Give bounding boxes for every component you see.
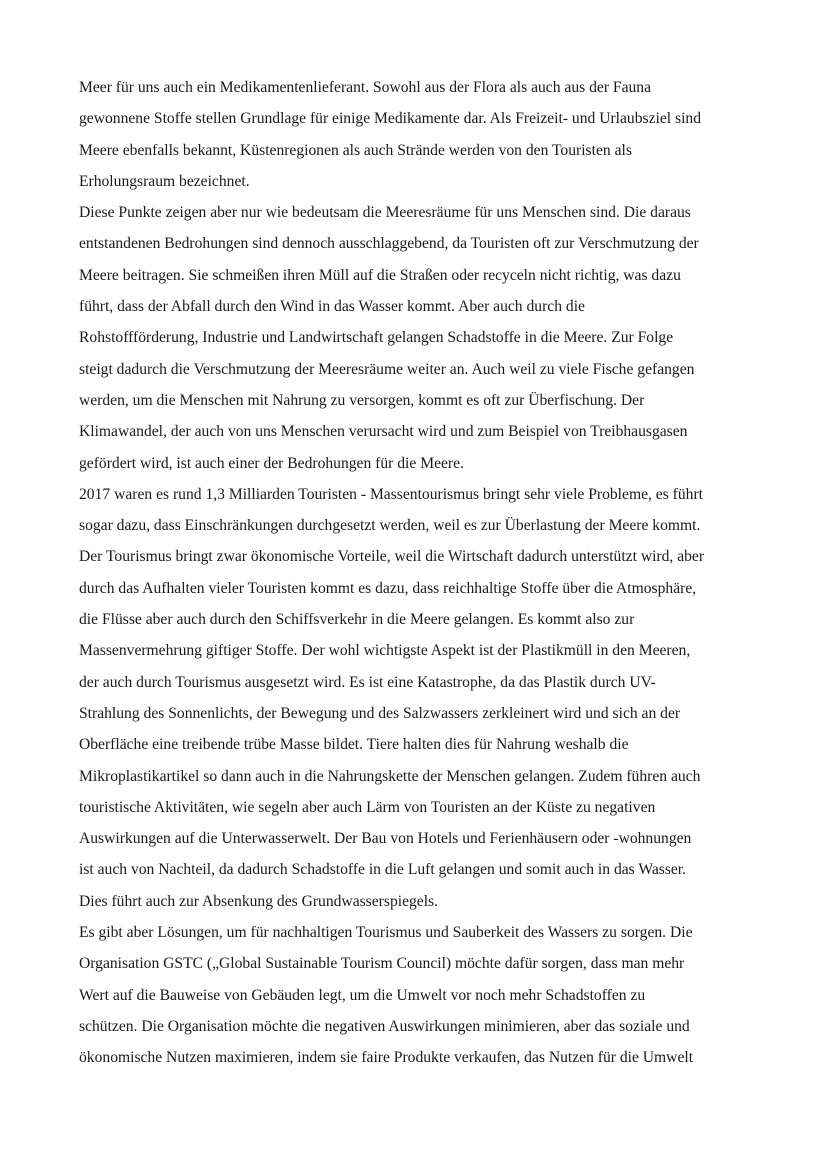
- text-line: touristische Aktivitäten, wie segeln aber auch Lärm von Touristen an der Küste zu negativen: [79, 798, 656, 816]
- text-line: sogar dazu, dass Einschränkungen durchgesetzt werden, weil es zur Überlastung der Meere kommt.: [79, 517, 701, 535]
- text-line: der auch durch Tourismus ausgesetzt wird. Es ist eine Katastrophe, da das Plastik durch UV-: [79, 673, 656, 691]
- text-line: 2017 waren es rund 1,3 Milliarden Touristen - Massentourismus bringt sehr viele Probleme, es führt: [79, 485, 703, 503]
- text-line: werden, um die Menschen mit Nahrung zu versorgen, kommt es oft zur Überfischung. Der: [79, 391, 645, 409]
- text-line: Organisation GSTC („Global Sustainable Tourism Council) möchte dafür sorgen, dass man mehr: [79, 955, 685, 973]
- text-line: Massenvermehrung giftiger Stoffe. Der wohl wichtigste Aspekt ist der Plastikmüll in den Meeren,: [79, 642, 691, 660]
- text-line: die Flüsse aber auch durch den Schiffsverkehr in die Meere gelangen. Es kommt also zur: [79, 611, 635, 629]
- text-line: Mikroplastikartikel so dann auch in die Nahrungskette der Menschen gelangen. Zudem führen auch: [79, 767, 701, 785]
- text-line: Klimawandel, der auch von uns Menschen verursacht wird und zum Beispiel von Treibhausgasen: [79, 423, 688, 441]
- text-line: schützen. Die Organisation möchte die negativen Auswirkungen minimieren, aber das soziale und: [79, 1017, 690, 1035]
- text-line: Meere beitragen. Sie schmeißen ihren Müll auf die Straßen oder recyceln nicht richtig, was dazu: [79, 266, 681, 284]
- text-line: Es gibt aber Lösungen, um für nachhaltigen Tourismus und Sauberkeit des Wassers zu sorgen. Die: [79, 924, 693, 942]
- text-line: Meer für uns auch ein Medikamentenlieferant. Sowohl aus der Flora als auch aus der Fauna: [79, 79, 652, 96]
- text-line: Strahlung des Sonnenlichts, der Bewegung und des Salzwassers zerkleinert wird und sich an der: [79, 704, 681, 722]
- text-line: ökonomische Nutzen maximieren, indem sie faire Produkte verkaufen, das Nutzen für die Umwelt: [79, 1049, 694, 1067]
- text-line: ist auch von Nachteil, da dadurch Schadstoffe in die Luft gelangen und somit auch in das Wasser.: [79, 861, 687, 879]
- text-line: gefördert wird, ist auch einer der Bedrohungen für die Meere.: [79, 454, 464, 472]
- document-page: [79, 78, 759, 1080]
- text-line: entstandenen Bedrohungen sind dennoch ausschlaggebend, da Touristen oft zur Verschmutzung der: [79, 235, 699, 253]
- text-line: führt, dass der Abfall durch den Wind in das Wasser kommt. Aber auch durch die: [79, 298, 585, 316]
- text-line: Dies führt auch zur Absenkung des Grundwasserspiegels.: [79, 892, 439, 910]
- text-line: Diese Punkte zeigen aber nur wie bedeutsam die Meeresräume für uns Menschen sind. Die daraus: [79, 204, 691, 222]
- text-line: Meere ebenfalls bekannt, Küstenregionen als auch Strände werden von den Touristen als: [79, 141, 632, 159]
- text-line: Erholungsraum bezeichnet.: [79, 172, 250, 190]
- text-line: gewonnene Stoffe stellen Grundlage für einige Medikamente dar. Als Freizeit- und Urlaubsziel sind: [79, 110, 701, 128]
- text-line: durch das Aufhalten vieler Touristen kommt es dazu, dass reichhaltige Stoffe über die Atmosphäre,: [79, 579, 697, 597]
- text-line: Der Tourismus bringt zwar ökonomische Vorteile, weil die Wirtschaft dadurch unterstützt wird, aber: [79, 548, 705, 566]
- text-line: steigt dadurch die Verschmutzung der Meeresräume weiter an. Auch weil zu viele Fische gefangen: [79, 360, 695, 378]
- text-line: Oberfläche eine treibende trübe Masse bildet. Tiere halten dies für Nahrung weshalb die: [79, 736, 629, 754]
- text-line: Wert auf die Bauweise von Gebäuden legt, um die Umwelt vor noch mehr Schadstoffen zu: [79, 986, 646, 1004]
- text-line: Auswirkungen auf die Unterwasserwelt. Der Bau von Hotels und Ferienhäusern oder -wohnungen: [79, 830, 692, 848]
- text-line: Rohstoffförderung, Industrie und Landwirtschaft gelangen Schadstoffe in die Meere. Zur Folge: [79, 329, 674, 347]
